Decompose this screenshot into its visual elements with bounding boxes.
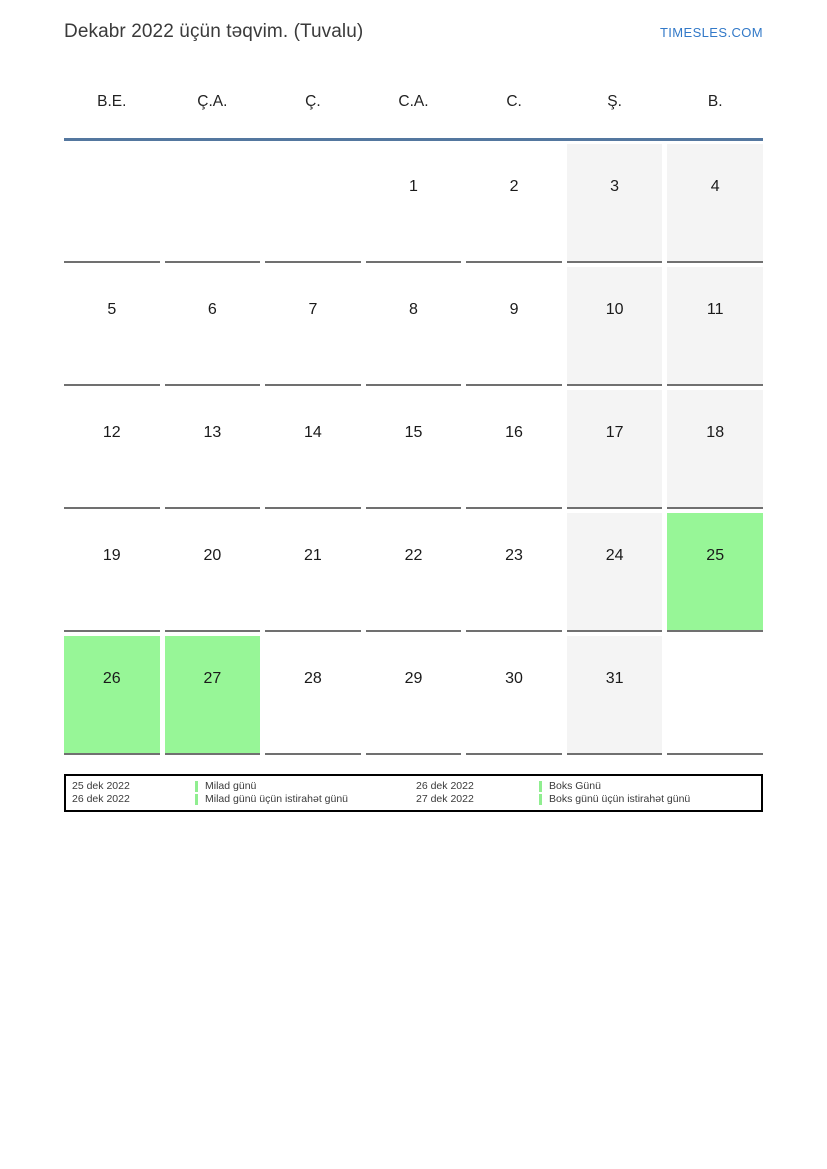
day-number: 25 (706, 547, 725, 564)
holiday-marker-icon (539, 781, 542, 792)
calendar-cell-30 (466, 636, 562, 755)
day-number: 20 (203, 547, 222, 564)
day-number: 26 (102, 670, 121, 687)
day-number: 29 (404, 670, 423, 687)
day-number: 9 (509, 301, 519, 318)
day-number: 31 (605, 670, 624, 687)
weekday-header-be: B.E. (97, 93, 127, 110)
day-number: 21 (304, 547, 322, 564)
weekday-header-ca: C.A. (398, 93, 429, 110)
day-number: 15 (404, 424, 423, 441)
calendar-cell-20 (165, 513, 261, 632)
calendar-cell-17 (567, 390, 663, 509)
day-number: 22 (404, 547, 423, 564)
day-number: 11 (706, 301, 724, 318)
header-divider (64, 138, 763, 141)
day-number: 7 (308, 301, 318, 318)
page-title: Dekabr 2022 üçün təqvim. (Tuvalu) (64, 21, 364, 42)
day-number: 24 (605, 547, 624, 564)
calendar-cell-13 (165, 390, 261, 509)
legend-date: 25 dek 2022 (72, 780, 130, 792)
calendar-cell-29 (366, 636, 462, 755)
day-number: 2 (509, 178, 519, 195)
calendar-cell-empty (667, 636, 763, 755)
legend-entry (539, 793, 761, 806)
weekday-header-c: C. (506, 93, 522, 110)
holiday-marker-icon (195, 794, 198, 805)
day-number: 16 (505, 424, 523, 441)
day-number: 30 (505, 670, 523, 687)
calendar-cell-15 (366, 390, 462, 509)
day-number: 17 (605, 424, 624, 441)
day-number: 4 (710, 178, 720, 195)
legend-entry (539, 780, 761, 793)
calendar-cell-28 (265, 636, 361, 755)
header-bar (64, 21, 763, 43)
legend-box (64, 774, 763, 812)
day-number: 18 (706, 424, 725, 441)
holiday-marker-icon (195, 781, 198, 792)
calendar-cell-9 (466, 267, 562, 386)
calendar-cell-12 (64, 390, 160, 509)
day-number: 27 (203, 670, 222, 687)
calendar-cell-27 (165, 636, 261, 755)
day-number: 12 (102, 424, 121, 441)
day-number: 1 (409, 178, 418, 195)
calendar-cell-31 (567, 636, 663, 755)
calendar-cell-19 (64, 513, 160, 632)
legend-entry (195, 793, 416, 806)
weekday-header-b: B. (707, 93, 723, 110)
calendar-cell-10 (567, 267, 663, 386)
calendar-cell-21 (265, 513, 361, 632)
legend-date: 26 dek 2022 (416, 780, 474, 792)
day-number: 6 (207, 301, 217, 318)
calendar-cell-3 (567, 144, 663, 263)
calendar-cell-1 (366, 144, 462, 263)
calendar-grid (64, 144, 763, 755)
day-number: 8 (409, 301, 418, 318)
legend-date: 27 dek 2022 (416, 793, 474, 805)
legend-label: Boks günü üçün istirahət günü (549, 793, 691, 805)
calendar-cell-7 (265, 267, 361, 386)
day-number: 3 (610, 178, 620, 195)
calendar-cell-26 (64, 636, 160, 755)
calendar-cell-empty (165, 144, 261, 263)
calendar-cell-25 (667, 513, 763, 632)
day-number: 19 (102, 547, 121, 564)
calendar-cell-5 (64, 267, 160, 386)
weekday-header-ş: Ş. (607, 93, 622, 110)
calendar-cell-4 (667, 144, 763, 263)
calendar-cell-6 (165, 267, 261, 386)
legend-label: Boks Günü (549, 780, 601, 792)
day-number: 13 (203, 424, 222, 441)
calendar-cell-16 (466, 390, 562, 509)
calendar-cell-22 (366, 513, 462, 632)
calendar-cell-2 (466, 144, 562, 263)
calendar-cell-18 (667, 390, 763, 509)
calendar-cell-23 (466, 513, 562, 632)
weekday-header-ç: Ç. (305, 93, 321, 110)
page-content (64, 0, 763, 812)
weekday-header-ça: Ç.A. (197, 93, 228, 110)
calendar-cell-empty (265, 144, 361, 263)
day-number: 10 (605, 301, 624, 318)
calendar-cell-8 (366, 267, 462, 386)
legend-label: Milad günü üçün istirahət günü (205, 793, 349, 805)
site-link[interactable]: TIMESLES.COM (659, 25, 763, 40)
legend-entry (195, 780, 416, 793)
calendar-cell-24 (567, 513, 663, 632)
weekday-row (64, 93, 763, 111)
day-number: 23 (505, 547, 523, 564)
day-number: 5 (107, 301, 117, 318)
day-number: 14 (304, 424, 322, 441)
calendar-cell-empty (64, 144, 160, 263)
legend-label: Milad günü (205, 780, 257, 792)
calendar-cell-11 (667, 267, 763, 386)
holiday-marker-icon (539, 794, 542, 805)
day-number: 28 (304, 670, 322, 687)
legend-date: 26 dek 2022 (72, 793, 130, 805)
calendar-cell-14 (265, 390, 361, 509)
